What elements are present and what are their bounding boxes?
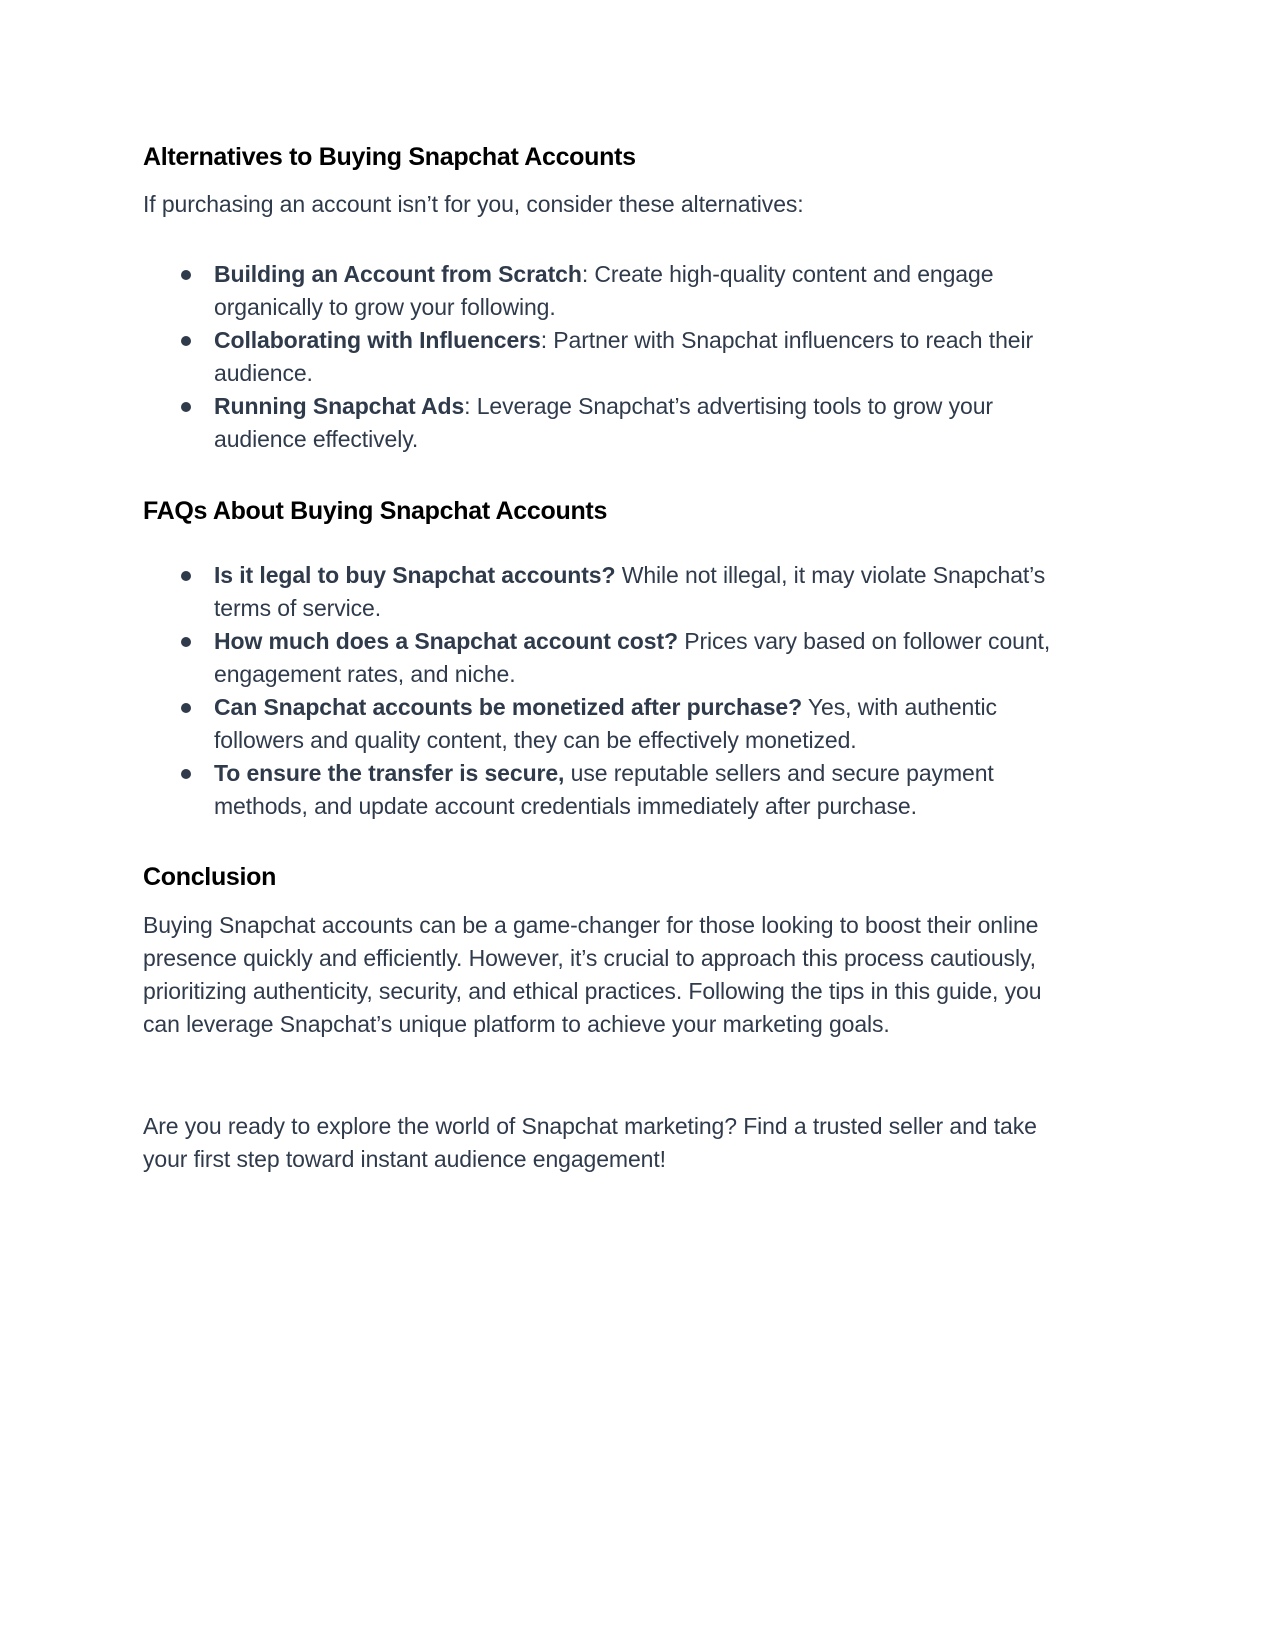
bullet-icon: [181, 703, 191, 713]
faq-question: Is it legal to buy Snapchat accounts?: [214, 562, 616, 588]
heading-alternatives: Alternatives to Buying Snapchat Accounts: [143, 143, 636, 171]
list-item: [143, 691, 1083, 757]
list-item: [143, 625, 1083, 691]
list-item: [143, 258, 1083, 324]
heading-faqs: FAQs About Buying Snapchat Accounts: [143, 497, 608, 525]
faq-answer: Prices vary based on follower count, engagement rates, and niche.: [214, 628, 1051, 687]
list-item: [143, 324, 1083, 390]
list-item: [143, 757, 1083, 823]
list-item: [143, 559, 1083, 625]
item-title: Running Snapchat Ads: [214, 393, 465, 419]
item-title: Building an Account from Scratch: [214, 261, 582, 287]
faq-list: [143, 559, 1083, 823]
item-text: : Partner with Snapchat influencers to reach their audience.: [214, 327, 1034, 386]
call-to-action-paragraph: Are you ready to explore the world of Snapchat marketing? Find a trusted seller and take your first step toward instant audience engagement!: [143, 1113, 1037, 1172]
item-text: : Create high-quality content and engage organically to grow your following.: [214, 261, 994, 320]
item-text: : Leverage Snapchat’s advertising tools to grow your audience effectively.: [214, 393, 993, 452]
item-title: Collaborating with Influencers: [214, 327, 541, 353]
faq-answer: While not illegal, it may violate Snapchat’s terms of service.: [214, 562, 1046, 621]
bullet-icon: [181, 402, 191, 412]
list-item: [143, 390, 1083, 456]
bullet-icon: [181, 336, 191, 346]
bullet-icon: [181, 637, 191, 647]
faq-question: To ensure the transfer is secure,: [214, 760, 565, 786]
faq-question: Can Snapchat accounts be monetized after purchase?: [214, 694, 803, 720]
bullet-icon: [181, 571, 191, 581]
conclusion-paragraph: Buying Snapchat accounts can be a game-changer for those looking to boost their online presence quickly and efficiently. However, it’s crucial to approach this process cautiously, prioritizing authenticity, security, and ethical practices. Following the tips in this guide, you can leverage Snapchat’s unique platform to achieve your marketing goals.: [143, 912, 1042, 1037]
faq-answer: Yes, with authentic followers and quality content, they can be effectively monetized.: [214, 694, 997, 753]
bullet-icon: [181, 769, 191, 779]
bullet-icon: [181, 270, 191, 280]
alternatives-intro: If purchasing an account isn’t for you, consider these alternatives:: [143, 191, 804, 217]
alternatives-list: [143, 258, 1083, 456]
heading-conclusion: Conclusion: [143, 863, 277, 891]
faq-question: How much does a Snapchat account cost?: [214, 628, 678, 654]
faq-answer: use reputable sellers and secure payment methods, and update account credentials immediately after purchase.: [214, 760, 994, 819]
